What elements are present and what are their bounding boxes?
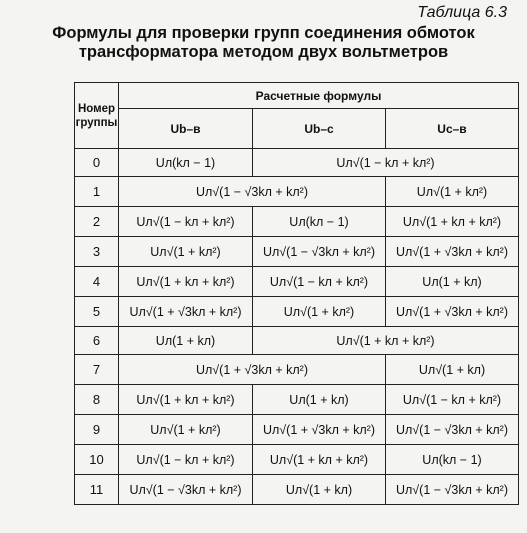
formula-text: Uл(1 + kл) bbox=[289, 392, 349, 407]
formula-text: Uл√(1 + √3kл + kл²) bbox=[395, 304, 508, 319]
formula-text: Uл√(1 + kл²) bbox=[150, 422, 221, 437]
table-row bbox=[75, 297, 519, 327]
formula-text: Uл√(1 + kл + kл²) bbox=[136, 274, 235, 289]
table-row bbox=[75, 149, 519, 177]
group-number: 11 bbox=[75, 475, 119, 505]
formula-text: Uл√(1 + kл²) bbox=[416, 184, 488, 199]
formula-cell bbox=[119, 177, 386, 207]
group-number: 0 bbox=[75, 149, 119, 177]
formula-cell bbox=[119, 267, 253, 297]
formula-text: Uл√(1 + kл) bbox=[418, 362, 486, 377]
formula-cell bbox=[119, 415, 253, 445]
formula-cell bbox=[119, 355, 386, 385]
u-bc-header: Ub–c bbox=[253, 109, 386, 149]
group-number: 6 bbox=[75, 327, 119, 355]
formula-text: Uл√(1 − kл + kл²) bbox=[336, 155, 435, 170]
table-row bbox=[75, 445, 519, 475]
formula-cell bbox=[119, 149, 253, 177]
formula-cell bbox=[253, 297, 386, 327]
formula-text: Uл√(1 − √3kл + kл²) bbox=[395, 482, 508, 497]
formula-text: Uл(1 + kл) bbox=[422, 274, 482, 289]
table-row bbox=[75, 475, 519, 505]
formula-text: Uл(kл − 1) bbox=[289, 214, 349, 229]
formula-text: Uл√(1 + kл²) bbox=[150, 244, 221, 259]
group-number: 1 bbox=[75, 177, 119, 207]
formula-cell bbox=[386, 297, 519, 327]
formula-text: Uл√(1 − √3kл + kл²) bbox=[262, 244, 375, 259]
formula-text: Uл√(1 + kл + kл²) bbox=[402, 214, 502, 229]
formula-text: Uл√(1 + kл + kл²) bbox=[269, 452, 369, 467]
formula-text: Uл(kл − 1) bbox=[422, 452, 482, 467]
formula-text: Uл√(1 + √3kл + kл²) bbox=[262, 422, 375, 437]
group-number: 10 bbox=[75, 445, 119, 475]
formula-cell bbox=[119, 385, 253, 415]
formula-cell bbox=[386, 237, 519, 267]
table-title bbox=[0, 24, 527, 62]
formula-cell bbox=[253, 237, 386, 267]
formula-cell bbox=[253, 327, 519, 355]
formula-cell bbox=[119, 327, 253, 355]
table-row bbox=[75, 355, 519, 385]
formula-text: Uл√(1 − kл + kл²) bbox=[402, 392, 502, 407]
table-row bbox=[75, 237, 519, 267]
formula-text: Uл√(1 − kл + kл²) bbox=[269, 274, 369, 289]
group-number: 4 bbox=[75, 267, 119, 297]
formula-cell bbox=[119, 237, 253, 267]
formula-cell bbox=[386, 177, 519, 207]
group-number: 5 bbox=[75, 297, 119, 327]
group-number: 3 bbox=[75, 237, 119, 267]
formula-cell bbox=[253, 445, 386, 475]
formula-cell bbox=[386, 445, 519, 475]
formula-text: Uл√(1 + √3kл + kл²) bbox=[195, 362, 308, 377]
formula-text: Uл(1 + kл) bbox=[155, 333, 216, 348]
table-row bbox=[75, 207, 519, 237]
formula-cell bbox=[386, 475, 519, 505]
formula-cell bbox=[253, 207, 386, 237]
formula-cell bbox=[386, 415, 519, 445]
group-number-header: Номер группы bbox=[75, 83, 119, 149]
formula-cell bbox=[386, 267, 519, 297]
formula-text: Uл√(1 + √3kл + kл²) bbox=[129, 304, 242, 319]
group-number: 8 bbox=[75, 385, 119, 415]
u-bv-header: Ub–в bbox=[119, 109, 253, 149]
formula-cell bbox=[253, 149, 519, 177]
formula-cell bbox=[386, 385, 519, 415]
formula-cell bbox=[119, 297, 253, 327]
formula-text: Uл√(1 + kл + kл²) bbox=[336, 333, 435, 348]
formula-text: Uл√(1 − √3kл + kл²) bbox=[395, 422, 508, 437]
formula-cell bbox=[119, 445, 253, 475]
formulas-table bbox=[74, 82, 519, 505]
formula-text: Uл√(1 − kл + kл²) bbox=[136, 214, 235, 229]
formula-text: Uл√(1 + kл + kл²) bbox=[136, 392, 235, 407]
formula-cell bbox=[386, 207, 519, 237]
title-line-1: Формулы для проверки групп соединения обмоток bbox=[52, 24, 475, 42]
formula-cell bbox=[253, 385, 386, 415]
table-caption: Таблица 6.3 bbox=[417, 4, 507, 21]
formula-text: Uл√(1 − kл + kл²) bbox=[136, 452, 235, 467]
table-row bbox=[75, 385, 519, 415]
u-cv-header: Uc–в bbox=[386, 109, 519, 149]
formula-cell bbox=[253, 415, 386, 445]
formula-cell bbox=[386, 355, 519, 385]
formula-cell bbox=[119, 475, 253, 505]
group-number: 2 bbox=[75, 207, 119, 237]
formula-text: Uл√(1 − √3kл + kл²) bbox=[195, 184, 308, 199]
formula-text: Uл√(1 + kл) bbox=[285, 482, 353, 497]
formulas-header: Расчетные формулы bbox=[119, 83, 519, 109]
formula-cell bbox=[119, 207, 253, 237]
formula-text: Uл√(1 + kл²) bbox=[283, 304, 355, 319]
group-number: 7 bbox=[75, 355, 119, 385]
table-row bbox=[75, 177, 519, 207]
table-row bbox=[75, 267, 519, 297]
formula-cell bbox=[253, 475, 386, 505]
formula-cell bbox=[253, 267, 386, 297]
formula-text: Uл√(1 − √3kл + kл²) bbox=[129, 482, 242, 497]
table-row bbox=[75, 415, 519, 445]
group-number: 9 bbox=[75, 415, 119, 445]
table-row bbox=[75, 327, 519, 355]
formula-text: Uл(kл − 1) bbox=[155, 155, 216, 170]
title-line-2: трансформатора методом двух вольтметров bbox=[78, 43, 449, 61]
formula-text: Uл√(1 + √3kл + kл²) bbox=[395, 244, 508, 259]
